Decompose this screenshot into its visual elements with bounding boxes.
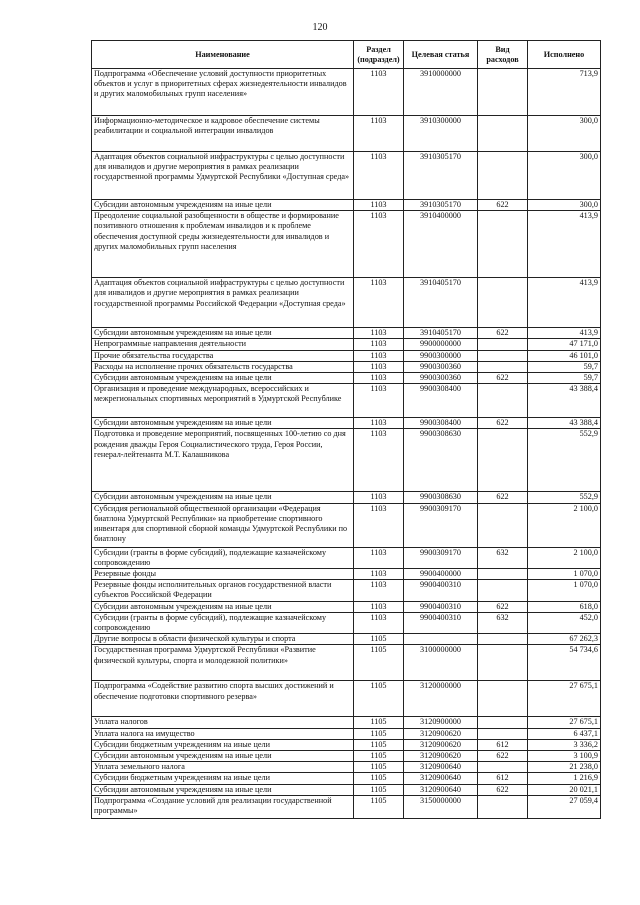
table-cell-article: 3120900000 [404, 717, 478, 728]
table-cell-type: 622 [478, 418, 528, 429]
table-cell-type [478, 795, 528, 818]
table-row [92, 739, 601, 750]
table-cell-executed: 1 070,0 [528, 569, 601, 580]
table-cell-name: Государственная программа Удмуртской Республики «Развитие физической культуры, спорта и молодежной политики» [92, 645, 354, 681]
table-cell-section: 1103 [354, 328, 404, 339]
table-cell-executed: 27 675,1 [528, 717, 601, 728]
table-cell-name: Субсидии (гранты в форме субсидий), подлежащие казначейскому сопровождению [92, 547, 354, 568]
table-cell-section: 1105 [354, 717, 404, 728]
table-cell-name: Резервные фонды исполнительных органов государственной власти субъектов Российской Федерации [92, 580, 354, 601]
table-cell-name: Подпрограмма «Содействие развитию спорта высших достижений и обеспечение подготовки спортивного резерва» [92, 681, 354, 717]
table-cell-executed: 43 388,4 [528, 384, 601, 418]
table-row [92, 717, 601, 728]
table-cell-type [478, 580, 528, 601]
table-cell-type [478, 569, 528, 580]
table-cell-article: 3910305170 [404, 200, 478, 211]
table-cell-name: Субсидии бюджетным учреждениям на иные цели [92, 739, 354, 750]
table-cell-type [478, 717, 528, 728]
table-row [92, 350, 601, 361]
table-cell-type: 622 [478, 784, 528, 795]
table-cell-article: 9900400310 [404, 601, 478, 612]
table-cell-section: 1105 [354, 751, 404, 762]
table-cell-section: 1103 [354, 384, 404, 418]
table-cell-executed: 20 021,1 [528, 784, 601, 795]
table-cell-article: 3910405170 [404, 328, 478, 339]
table-cell-section: 1103 [354, 547, 404, 568]
table-cell-executed: 67 262,3 [528, 634, 601, 645]
table-cell-section: 1105 [354, 784, 404, 795]
table-cell-type [478, 645, 528, 681]
table-row [92, 784, 601, 795]
table-row [92, 773, 601, 784]
table-row [92, 69, 601, 116]
table-cell-article: 9900300360 [404, 373, 478, 384]
table-row [92, 211, 601, 278]
table-row [92, 116, 601, 152]
table-cell-article: 3910400000 [404, 211, 478, 278]
table-cell-executed: 452,0 [528, 612, 601, 633]
table-cell-name: Уплата налогов [92, 717, 354, 728]
table-cell-article: 9900308630 [404, 429, 478, 492]
table-cell-article: 3910305170 [404, 152, 478, 200]
table-cell-name: Субсидии автономным учреждениям на иные цели [92, 418, 354, 429]
table-cell-executed: 413,9 [528, 328, 601, 339]
table-cell-type: 612 [478, 739, 528, 750]
table-cell-name: Субсидия региональной общественной организации «Федерация биатлона Удмуртской Республики» на приобретение спортивного инвентаря для спортивной сборной команды Удмуртской Республики по биатлону [92, 503, 354, 547]
table-cell-name: Субсидии автономным учреждениям на иные цели [92, 601, 354, 612]
table-cell-section: 1103 [354, 200, 404, 211]
header-section: Раздел (подраздел) [354, 41, 404, 69]
table-row [92, 681, 601, 717]
table-cell-article: 3910300000 [404, 116, 478, 152]
table-row [92, 278, 601, 328]
table-cell-type [478, 152, 528, 200]
budget-table [91, 40, 601, 819]
table-cell-section: 1103 [354, 503, 404, 547]
table-cell-article: 3910405170 [404, 278, 478, 328]
table-cell-section: 1103 [354, 361, 404, 372]
table-cell-article: 9900308630 [404, 492, 478, 503]
table-cell-section: 1103 [354, 152, 404, 200]
table-row [92, 429, 601, 492]
table-cell-article: 9900300360 [404, 361, 478, 372]
table-cell-type [478, 116, 528, 152]
table-row [92, 601, 601, 612]
table-cell-article: 3120900640 [404, 784, 478, 795]
header-article: Целевая статья [404, 41, 478, 69]
table-cell-executed: 1 070,0 [528, 580, 601, 601]
table-cell-article: 9900400310 [404, 612, 478, 633]
table-cell-type: 622 [478, 492, 528, 503]
table-cell-type [478, 634, 528, 645]
table-cell-article: 9900300000 [404, 350, 478, 361]
table-cell-executed: 47 171,0 [528, 339, 601, 350]
table-cell-name: Непрограммные направления деятельности [92, 339, 354, 350]
table-row [92, 580, 601, 601]
table-cell-executed: 300,0 [528, 152, 601, 200]
table-row [92, 418, 601, 429]
table-cell-article: 9900400310 [404, 580, 478, 601]
table-cell-executed: 413,9 [528, 211, 601, 278]
table-cell-section: 1103 [354, 601, 404, 612]
table-cell-article: 3120900620 [404, 739, 478, 750]
table-cell-type [478, 278, 528, 328]
table-cell-article: 3910000000 [404, 69, 478, 116]
table-cell-type: 622 [478, 373, 528, 384]
table-row [92, 373, 601, 384]
table-cell-executed: 413,9 [528, 278, 601, 328]
page-number: 120 [312, 22, 328, 33]
table-cell-type [478, 339, 528, 350]
table-cell-section: 1105 [354, 773, 404, 784]
table-cell-name: Информационно-методическое и кадровое обеспечение системы реабилитации и социальной интеграции инвалидов [92, 116, 354, 152]
table-cell-section: 1105 [354, 645, 404, 681]
table-cell-name: Субсидии автономным учреждениям на иные цели [92, 784, 354, 795]
table-cell-executed: 552,9 [528, 429, 601, 492]
table-cell-executed: 618,0 [528, 601, 601, 612]
table-cell-name: Резервные фонды [92, 569, 354, 580]
table-row [92, 361, 601, 372]
table-cell-executed: 6 437,1 [528, 728, 601, 739]
table-row [92, 339, 601, 350]
table-cell-name: Субсидии (гранты в форме субсидий), подлежащие казначейскому сопровождению [92, 612, 354, 633]
table-cell-section: 1105 [354, 762, 404, 773]
table-cell-article: 3120900620 [404, 751, 478, 762]
table-cell-section: 1103 [354, 429, 404, 492]
table-cell-name: Уплата налога на имущество [92, 728, 354, 739]
table-cell-article: 9900308400 [404, 384, 478, 418]
table-cell-name: Преодоление социальной разобщенности в обществе и формирование позитивного отношения к проблемам инвалидов и к проблеме обеспечения доступной среды жизнедеятельности для инвалидов и других маломобильных групп населения [92, 211, 354, 278]
table-cell-executed: 2 100,0 [528, 547, 601, 568]
table-cell-name: Другие вопросы в области физической культуры и спорта [92, 634, 354, 645]
table-cell-article: 9900400000 [404, 569, 478, 580]
table-row [92, 634, 601, 645]
table-cell-section: 1105 [354, 795, 404, 818]
header-executed: Исполнено [528, 41, 601, 69]
table-cell-type [478, 361, 528, 372]
table-row [92, 795, 601, 818]
table-cell-article: 9900308400 [404, 418, 478, 429]
table-row [92, 612, 601, 633]
table-cell-executed: 59,7 [528, 361, 601, 372]
table-cell-type: 632 [478, 612, 528, 633]
table-cell-section: 1103 [354, 418, 404, 429]
table-cell-section: 1103 [354, 492, 404, 503]
table-cell-type [478, 384, 528, 418]
table-cell-executed: 713,9 [528, 69, 601, 116]
table-cell-type: 632 [478, 547, 528, 568]
table-cell-executed: 27 675,1 [528, 681, 601, 717]
table-cell-type: 612 [478, 773, 528, 784]
table-cell-executed: 46 101,0 [528, 350, 601, 361]
table-cell-name: Расходы на исполнение прочих обязательств государства [92, 361, 354, 372]
table-cell-type [478, 728, 528, 739]
table-cell-section: 1105 [354, 739, 404, 750]
table-cell-executed: 27 059,4 [528, 795, 601, 818]
table-cell-type: 622 [478, 601, 528, 612]
table-row [92, 762, 601, 773]
table-cell-executed: 552,9 [528, 492, 601, 503]
table-row [92, 751, 601, 762]
table-cell-name: Подпрограмма «Создание условий для реализации государственной программы» [92, 795, 354, 818]
table-cell-section: 1103 [354, 569, 404, 580]
table-cell-type [478, 762, 528, 773]
table-cell-executed: 300,0 [528, 200, 601, 211]
table-cell-executed: 54 734,6 [528, 645, 601, 681]
table-cell-section: 1103 [354, 350, 404, 361]
table-body [92, 69, 601, 819]
table-header-row [92, 41, 601, 69]
table-row [92, 152, 601, 200]
table-cell-name: Подпрограмма «Обеспечение условий доступности приоритетных объектов и услуг в приоритетных сферах жизнедеятельности инвалидов и других маломобильных групп населения» [92, 69, 354, 116]
table-cell-executed: 300,0 [528, 116, 601, 152]
table-cell-name: Уплата земельного налога [92, 762, 354, 773]
table-cell-article: 9900000000 [404, 339, 478, 350]
table-cell-type: 622 [478, 200, 528, 211]
table-cell-name: Субсидии бюджетным учреждениям на иные цели [92, 773, 354, 784]
table-row [92, 728, 601, 739]
table-cell-type [478, 429, 528, 492]
table-cell-section: 1105 [354, 634, 404, 645]
table-cell-section: 1103 [354, 278, 404, 328]
table-row [92, 200, 601, 211]
table-cell-name: Адаптация объектов социальной инфраструктуры с целью доступности для инвалидов и другие мероприятия в рамках реализации государственной программы Удмуртской Республики «Доступная среда» [92, 152, 354, 200]
table-cell-article: 3100000000 [404, 645, 478, 681]
table-cell-name: Субсидии автономным учреждениям на иные цели [92, 751, 354, 762]
table-cell-executed: 3 100,9 [528, 751, 601, 762]
table-row [92, 503, 601, 547]
table-cell-section: 1103 [354, 69, 404, 116]
table-cell-name: Прочие обязательства государства [92, 350, 354, 361]
table-cell-name: Субсидии автономным учреждениям на иные цели [92, 373, 354, 384]
table-cell-type [478, 69, 528, 116]
table-cell-section: 1103 [354, 116, 404, 152]
table-cell-section: 1105 [354, 681, 404, 717]
table-cell-name: Организация и проведение международных, всероссийских и межрегиональных спортивных мероприятий в Удмуртской Республике [92, 384, 354, 418]
header-type: Вид расходов [478, 41, 528, 69]
header-name: Наименование [92, 41, 354, 69]
table-cell-type [478, 503, 528, 547]
table-cell-executed: 3 336,2 [528, 739, 601, 750]
table-cell-name: Адаптация объектов социальной инфраструктуры с целью доступности для инвалидов и другие мероприятия в рамках реализации государственной программы Российской Федерации «Доступная среда» [92, 278, 354, 328]
table-cell-article: 3120900640 [404, 773, 478, 784]
table-cell-article: 9900309170 [404, 547, 478, 568]
table-cell-name: Субсидии автономным учреждениям на иные цели [92, 492, 354, 503]
table-cell-section: 1103 [354, 339, 404, 350]
table-cell-executed: 59,7 [528, 373, 601, 384]
table-cell-type: 622 [478, 328, 528, 339]
table-cell-type: 622 [478, 751, 528, 762]
table-row [92, 547, 601, 568]
table-cell-section: 1103 [354, 612, 404, 633]
table-cell-section: 1103 [354, 211, 404, 278]
table-row [92, 492, 601, 503]
table-cell-type [478, 211, 528, 278]
table-cell-article: 9900309170 [404, 503, 478, 547]
table-cell-name: Подготовка и проведение мероприятий, посвященных 100-летию со дня рождения дважды Героя Социалистического труда, Героя России, генерал-лейтенанта М.Т. Калашникова [92, 429, 354, 492]
table-row [92, 645, 601, 681]
table-cell-section: 1103 [354, 580, 404, 601]
table-cell-executed: 2 100,0 [528, 503, 601, 547]
table-cell-article: 3120900620 [404, 728, 478, 739]
table-cell-section: 1103 [354, 373, 404, 384]
table-cell-executed: 43 388,4 [528, 418, 601, 429]
table-cell-name: Субсидии автономным учреждениям на иные цели [92, 328, 354, 339]
table-cell-type [478, 350, 528, 361]
table-row [92, 384, 601, 418]
table-cell-article: 3120900640 [404, 762, 478, 773]
table-cell-name: Субсидии автономным учреждениям на иные цели [92, 200, 354, 211]
table-row [92, 328, 601, 339]
table-row [92, 569, 601, 580]
table-cell-executed: 1 216,9 [528, 773, 601, 784]
table-cell-section: 1105 [354, 728, 404, 739]
table-cell-article: 3150000000 [404, 795, 478, 818]
table-cell-executed: 21 238,0 [528, 762, 601, 773]
table-cell-article: 3120000000 [404, 681, 478, 717]
table-cell-article [404, 634, 478, 645]
table-cell-type [478, 681, 528, 717]
